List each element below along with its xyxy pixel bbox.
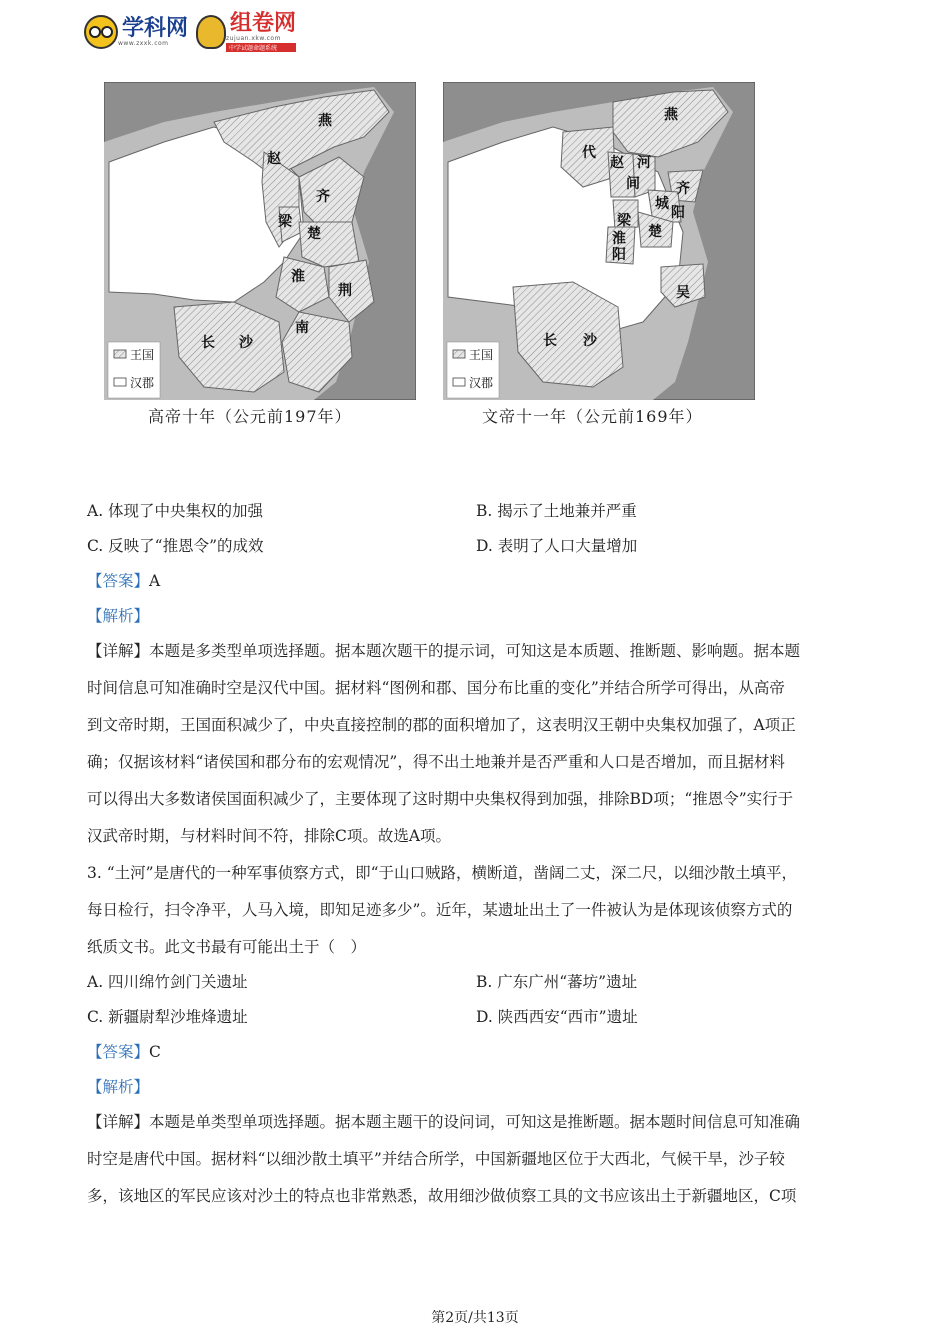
q2-detail-line-1	[87, 639, 800, 661]
q2-detail-line-2: 时间信息可知准确时空是汉代中国。据材料“图例和郡、国分布比重的变化”并结合所学可得出，从高帝	[87, 679, 785, 697]
q3-option-d: D. 陕西西安“西市”遗址	[476, 1008, 638, 1026]
label-zhao-r: 赵	[610, 155, 624, 171]
q3-detail-line-1	[87, 1110, 800, 1132]
q2-answer	[87, 569, 160, 591]
label-zhao: 赵	[267, 151, 281, 167]
label-yang-cheng: 阳	[671, 205, 685, 221]
map-gaodi-caption: 高帝十年（公元前197年）	[148, 407, 352, 426]
q3-stem-line-2: 每日检行，扫令净平，人马入境，即知足迹多少”。近年，某遗址出土了一件被认为是体现该侦察方式的	[87, 901, 793, 919]
label-cheng: 城	[655, 196, 669, 212]
q3-option-c: C. 新疆尉犁沙堆烽遗址	[87, 1008, 248, 1026]
legend-hanjun-r: 汉郡	[469, 376, 494, 390]
q3-answer-tag: 【答案】	[87, 1043, 150, 1061]
label-jian: 间	[626, 176, 640, 192]
map-wendi-caption: 文帝十一年（公元前169年）	[482, 407, 703, 426]
q2-answer-tag: 【答案】	[87, 572, 150, 590]
label-qi: 齐	[316, 189, 330, 205]
q3-stem-line-3: 纸质文书。此文书最有可能出土于（ ）	[87, 938, 367, 956]
q3-stem-line-1: 3. “土河”是唐代的一种军事侦察方式，即“于山口贼路，横断道，凿阔二丈，深二尺，以细沙散土填平，	[87, 864, 797, 882]
q3-detail-tag: 【详解】	[87, 1113, 150, 1131]
q3-detail-text-1: 本题是单类型单项选择题。据本题主题干的设问词，可知这是推断题。据本题时间信息可知准确	[149, 1113, 801, 1131]
legend-wangguo: 王国	[130, 348, 155, 362]
label-dai: 代	[582, 145, 596, 161]
label-yang-huai: 阳	[612, 247, 626, 263]
page-number: 第2页/共13页	[431, 1310, 519, 1326]
map-wendi	[443, 82, 755, 400]
q3-answer-value: C	[149, 1043, 161, 1061]
q2-detail-line-6: 汉武帝时期，与材料时间不符，排除C项。故选A项。	[87, 827, 452, 845]
brand1: 学科网 www.zxxk.com	[118, 15, 189, 47]
brand2: 组卷网 zujuan.xkw.com 中学试题命题系统	[226, 10, 297, 52]
label-he: 河	[637, 155, 651, 171]
label-huai: 淮	[291, 269, 305, 285]
label-huai-r: 淮	[612, 231, 626, 247]
label-yan-r: 燕	[664, 107, 678, 123]
q2-detail-tag: 【详解】	[87, 642, 150, 660]
legend-wangguo-r: 王国	[469, 348, 494, 362]
label-liang-r: 梁	[617, 213, 631, 229]
label-nan: 南	[295, 320, 309, 336]
map-gaodi	[104, 82, 416, 400]
label-yan: 燕	[318, 113, 332, 129]
q3-detail-line-3: 多，该地区的军民应该对沙土的特点也非常熟悉，故用细沙做侦察工具的文书应该出土于新疆地区，C项	[87, 1187, 797, 1205]
label-chang-r: 长	[543, 333, 557, 349]
label-chu: 楚	[307, 226, 321, 242]
q2-option-b: B. 揭示了土地兼并严重	[476, 502, 637, 520]
label-chang: 长	[201, 335, 215, 351]
q3-option-b: B. 广东广州“蕃坊”遗址	[476, 973, 638, 991]
q2-analysis-tag: 【解析】	[87, 607, 150, 625]
q2-detail-text-1: 本题是多类型单项选择题。据本题次题干的提示词，可知这是本质题、推断题、影响题。据本题	[149, 642, 801, 660]
label-liang: 梁	[278, 214, 292, 230]
label-sha-r: 沙	[583, 333, 597, 349]
label-jing: 荆	[338, 283, 352, 299]
q2-option-c: C. 反映了“推恩令”的成效	[87, 537, 264, 555]
site-logo	[84, 12, 296, 52]
q2-answer-value: A	[149, 572, 161, 590]
q3-analysis-tag: 【解析】	[87, 1078, 150, 1096]
q3-answer	[87, 1040, 161, 1062]
label-chu-r: 楚	[648, 224, 662, 240]
mascot2-icon	[196, 15, 226, 49]
label-qi-r: 齐	[676, 181, 690, 197]
q2-detail-line-5: 可以得出大多数诸侯国面积减少了，主要体现了这时期中央集权得到加强，排除BD项；“推恩令”实行于	[87, 790, 794, 808]
q3-option-a: A. 四川绵竹剑门关遗址	[87, 973, 248, 991]
mascot-icon	[84, 15, 118, 49]
q2-detail-line-3: 到文帝时期，王国面积减少了，中央直接控制的郡的面积增加了，这表明汉王朝中央集权加强了，A项正	[87, 716, 796, 734]
q2-option-a: A. 体现了中央集权的加强	[87, 502, 264, 520]
q2-detail-line-4: 确；仅据该材料“诸侯国和郡分布的宏观情况”，得不出土地兼并是否严重和人口是否增加，而且据材料	[87, 753, 785, 771]
q2-option-d: D. 表明了人口大量增加	[476, 537, 638, 555]
q3-detail-line-2: 时空是唐代中国。据材料“以细沙散土填平”并结合所学，中国新疆地区位于大西北，气候干旱，沙子较	[87, 1150, 785, 1168]
label-sha: 沙	[239, 335, 253, 351]
label-wu: 吴	[676, 285, 690, 301]
legend-hanjun: 汉郡	[130, 376, 155, 390]
